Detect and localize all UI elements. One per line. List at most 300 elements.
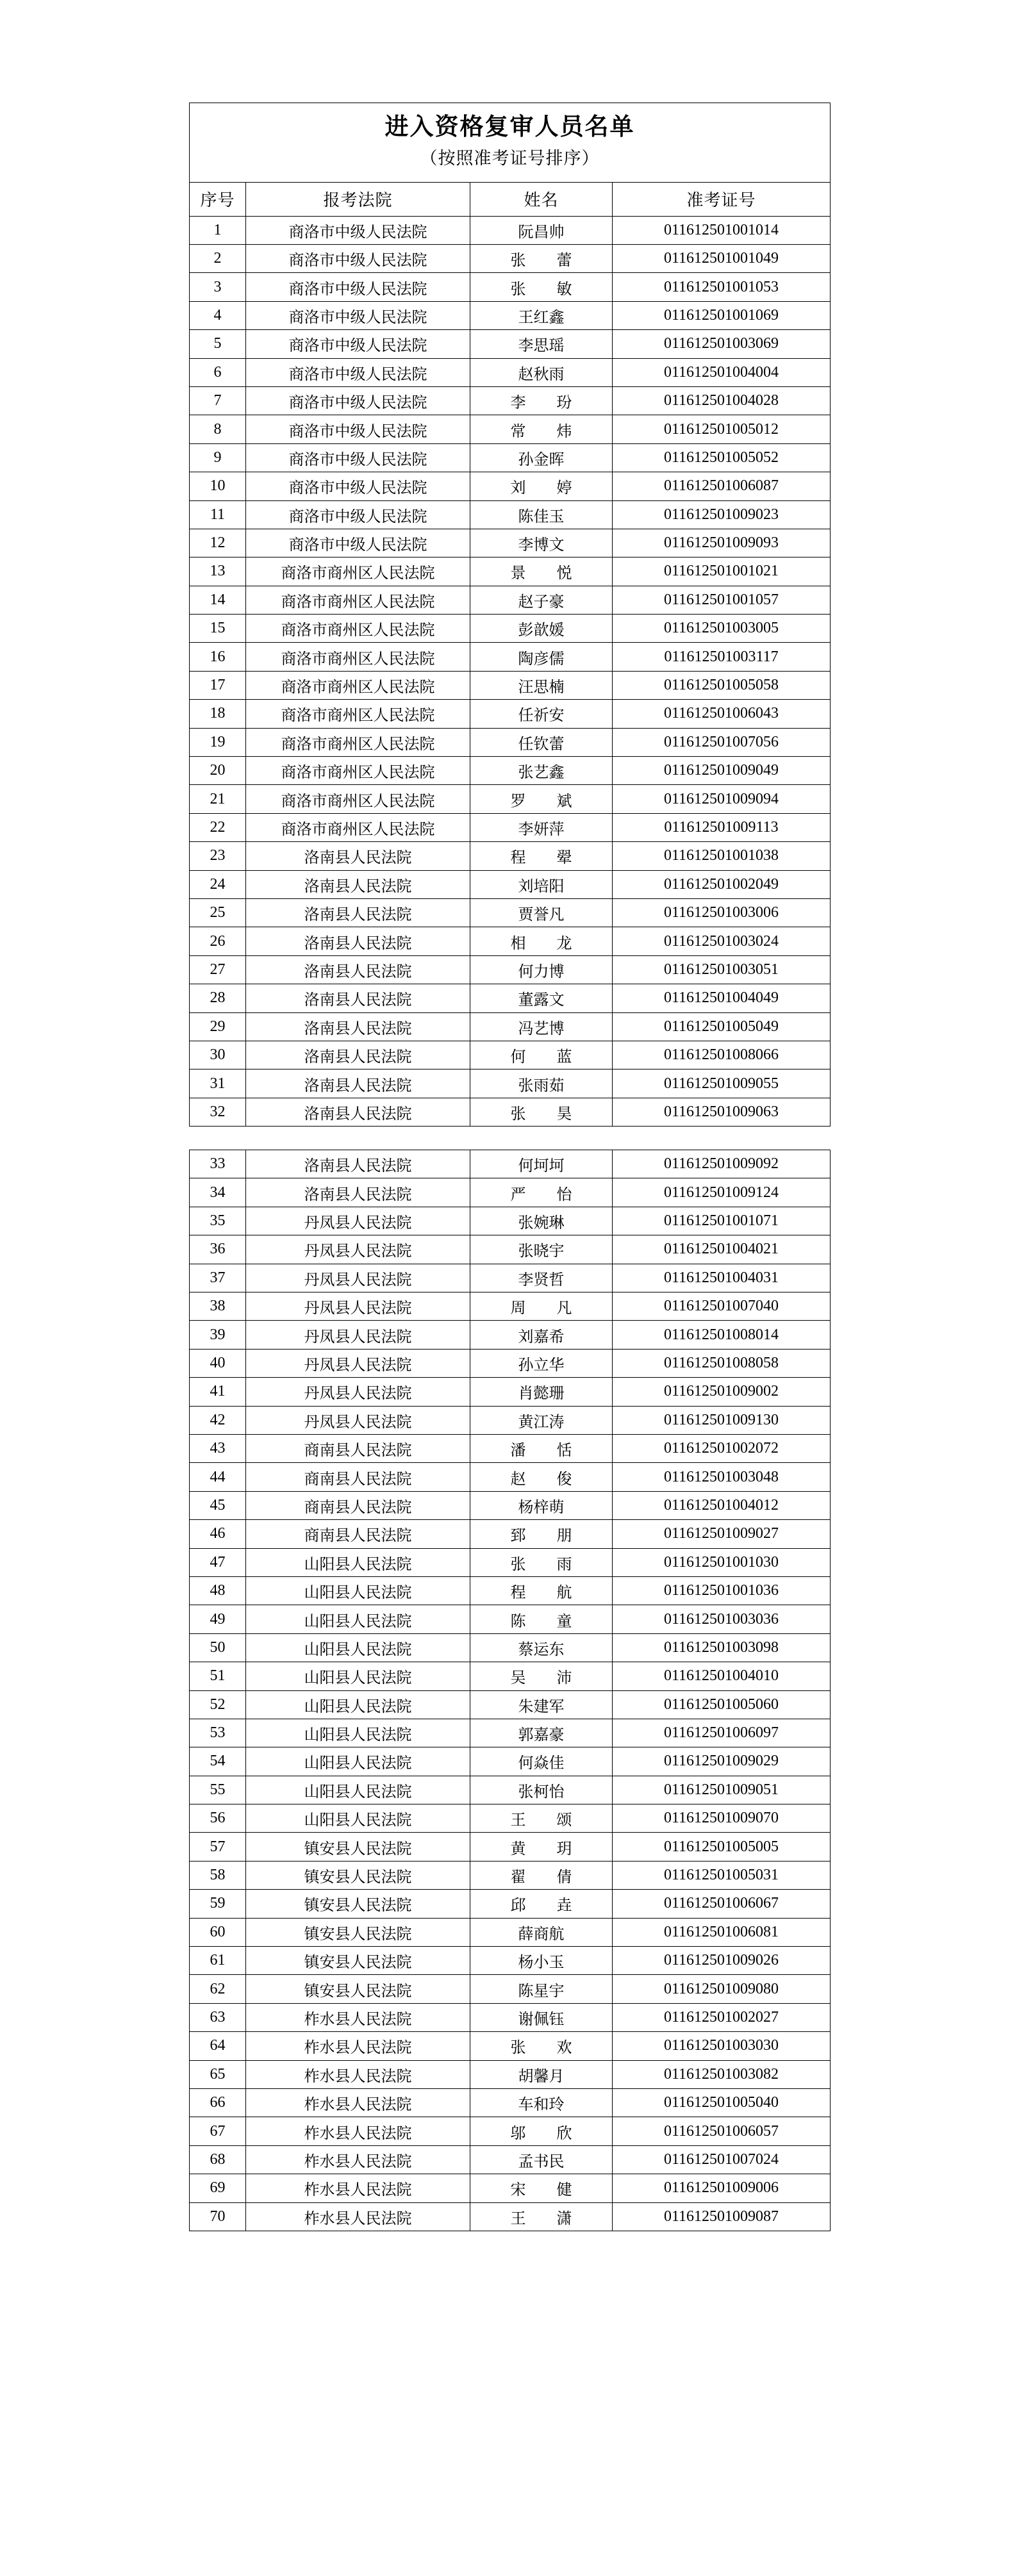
cell-court: 商洛市中级人民法院 [246,386,470,415]
cell-name: 张雨茹 [470,1069,613,1098]
cell-code: 011612501004004 [613,358,831,386]
cell-name: 谢佩钰 [470,2003,613,2031]
cell-court: 丹凤县人民法院 [246,1207,470,1235]
cell-court: 镇安县人民法院 [246,1947,470,1975]
table-row [190,216,831,244]
cell-court: 商洛市商州区人民法院 [246,785,470,813]
table-row [190,2088,831,2117]
table-row [190,2032,831,2060]
cell-index: 20 [190,757,246,785]
cell-code: 011612501005060 [613,1690,831,1719]
column-header-index: 序号 [190,182,246,216]
cell-name: 陶彦儒 [470,643,613,671]
cell-index: 38 [190,1292,246,1321]
cell-index: 42 [190,1406,246,1434]
cell-code: 011612501006067 [613,1890,831,1918]
table-row [190,671,831,699]
cell-court: 柞水县人民法院 [246,2174,470,2202]
cell-code: 011612501003036 [613,1605,831,1633]
cell-index: 17 [190,671,246,699]
cell-code: 011612501003006 [613,898,831,927]
table-row [190,1776,831,1804]
cell-court: 镇安县人民法院 [246,1918,470,1946]
cell-court: 洛南县人民法院 [246,1178,470,1207]
cell-name: 郅 朋 [470,1520,613,1548]
cell-name: 张 雨 [470,1548,613,1576]
cell-name: 何坷坷 [470,1150,613,1178]
cell-court: 山阳县人民法院 [246,1548,470,1576]
table-row [190,1463,831,1491]
cell-code: 011612501003098 [613,1633,831,1662]
cell-court: 镇安县人民法院 [246,1833,470,1861]
cell-index: 43 [190,1435,246,1463]
cell-name: 杨梓萌 [470,1491,613,1519]
cell-court: 商南县人民法院 [246,1520,470,1548]
table-row [190,1264,831,1292]
cell-index: 51 [190,1662,246,1690]
cell-index: 49 [190,1605,246,1633]
cell-name: 相 龙 [470,927,613,955]
cell-code: 011612501004012 [613,1491,831,1519]
cell-code: 011612501001021 [613,557,831,586]
cell-name: 薛商航 [470,1918,613,1946]
table-row [190,472,831,500]
cell-index: 41 [190,1378,246,1406]
cell-court: 洛南县人民法院 [246,984,470,1012]
table-row [190,1150,831,1178]
table-row [190,1719,831,1747]
table-row [190,1378,831,1406]
cell-index: 4 [190,301,246,329]
cell-court: 商洛市中级人民法院 [246,500,470,529]
cell-name: 刘 婷 [470,472,613,500]
cell-index: 68 [190,2145,246,2174]
cell-court: 山阳县人民法院 [246,1662,470,1690]
cell-code: 011612501009113 [613,813,831,841]
cell-index: 61 [190,1947,246,1975]
cell-name: 陈佳玉 [470,500,613,529]
table-row [190,898,831,927]
cell-name: 赵秋雨 [470,358,613,386]
roster-table-part-1 [189,103,831,1127]
cell-index: 15 [190,615,246,643]
cell-name: 车和玲 [470,2088,613,2117]
cell-name: 周 凡 [470,1292,613,1321]
cell-index: 64 [190,2032,246,2060]
cell-name: 冯艺博 [470,1012,613,1041]
cell-code: 011612501004010 [613,1662,831,1690]
cell-court: 镇安县人民法院 [246,1975,470,2003]
cell-code: 011612501001049 [613,244,831,272]
cell-code: 011612501009094 [613,785,831,813]
table-row [190,244,831,272]
column-header-name: 姓名 [470,182,613,216]
cell-code: 011612501003048 [613,1463,831,1491]
cell-name: 潘 恬 [470,1435,613,1463]
cell-court: 丹凤县人民法院 [246,1292,470,1321]
cell-name: 郭嘉豪 [470,1719,613,1747]
cell-name: 宋 健 [470,2174,613,2202]
cell-index: 21 [190,785,246,813]
cell-index: 37 [190,1264,246,1292]
cell-code: 011612501006097 [613,1719,831,1747]
cell-name: 陈 童 [470,1605,613,1633]
table-row [190,1098,831,1126]
cell-name: 邱 垚 [470,1890,613,1918]
cell-index: 47 [190,1548,246,1576]
cell-index: 1 [190,216,246,244]
cell-court: 商南县人民法院 [246,1435,470,1463]
table-row [190,1548,831,1576]
table-row [190,500,831,529]
cell-code: 011612501009026 [613,1947,831,1975]
cell-name: 张 蕾 [470,244,613,272]
cell-index: 52 [190,1690,246,1719]
cell-code: 011612501009002 [613,1378,831,1406]
table-row [190,273,831,301]
cell-name: 张 欢 [470,2032,613,2060]
cell-index: 25 [190,898,246,927]
cell-court: 镇安县人民法院 [246,1890,470,1918]
cell-code: 011612501009093 [613,529,831,557]
cell-code: 011612501008066 [613,1041,831,1069]
cell-court: 商洛市商州区人民法院 [246,813,470,841]
cell-index: 39 [190,1321,246,1349]
cell-index: 3 [190,273,246,301]
cell-index: 65 [190,2060,246,2088]
table-row [190,1435,831,1463]
cell-court: 山阳县人民法院 [246,1804,470,1833]
cell-code: 011612501009049 [613,757,831,785]
table-row [190,1975,831,2003]
cell-index: 26 [190,927,246,955]
cell-court: 洛南县人民法院 [246,927,470,955]
cell-name: 陈星宇 [470,1975,613,2003]
cell-index: 67 [190,2117,246,2145]
cell-index: 35 [190,1207,246,1235]
table-row [190,813,831,841]
cell-name: 何焱佳 [470,1747,613,1776]
table-row [190,443,831,472]
table-row [190,557,831,586]
cell-court: 柞水县人民法院 [246,2060,470,2088]
cell-court: 商洛市中级人民法院 [246,273,470,301]
cell-name: 张柯怡 [470,1776,613,1804]
cell-code: 011612501001057 [613,586,831,614]
cell-code: 011612501003051 [613,955,831,984]
cell-name: 王 颂 [470,1804,613,1833]
cell-index: 33 [190,1150,246,1178]
table-row [190,358,831,386]
cell-name: 任祈安 [470,700,613,728]
cell-code: 011612501005052 [613,443,831,472]
cell-index: 18 [190,700,246,728]
cell-name: 黄 玥 [470,1833,613,1861]
table-row [190,301,831,329]
cell-name: 王红鑫 [470,301,613,329]
cell-court: 山阳县人民法院 [246,1576,470,1605]
table-row [190,1576,831,1605]
cell-name: 赵子豪 [470,586,613,614]
cell-index: 9 [190,443,246,472]
table-row [190,415,831,443]
cell-code: 011612501006087 [613,472,831,500]
cell-code: 011612501009080 [613,1975,831,2003]
table-row [190,1321,831,1349]
cell-court: 镇安县人民法院 [246,1861,470,1889]
cell-name: 刘嘉希 [470,1321,613,1349]
cell-court: 商洛市中级人民法院 [246,216,470,244]
cell-court: 洛南县人民法院 [246,1069,470,1098]
cell-code: 011612501009063 [613,1098,831,1126]
cell-name: 张 昊 [470,1098,613,1126]
table-row [190,842,831,870]
cell-index: 5 [190,330,246,358]
cell-index: 55 [190,1776,246,1804]
cell-code: 011612501004031 [613,1264,831,1292]
cell-code: 011612501009124 [613,1178,831,1207]
table-row [190,2117,831,2145]
table-row [190,2145,831,2174]
table-row [190,1947,831,1975]
table-row [190,757,831,785]
cell-code: 011612501009055 [613,1069,831,1098]
cell-court: 柞水县人民法院 [246,2088,470,2117]
cell-index: 2 [190,244,246,272]
cell-court: 商洛市商州区人民法院 [246,643,470,671]
cell-code: 011612501009051 [613,1776,831,1804]
cell-code: 011612501007040 [613,1292,831,1321]
cell-court: 柞水县人民法院 [246,2145,470,2174]
cell-code: 011612501001014 [613,216,831,244]
cell-code: 011612501008058 [613,1349,831,1377]
cell-code: 011612501004049 [613,984,831,1012]
cell-code: 011612501007056 [613,728,831,756]
cell-court: 山阳县人民法院 [246,1690,470,1719]
table-row [190,1890,831,1918]
cell-court: 山阳县人民法院 [246,1719,470,1747]
cell-code: 011612501001053 [613,273,831,301]
cell-court: 山阳县人民法院 [246,1747,470,1776]
cell-court: 商洛市中级人民法院 [246,330,470,358]
cell-court: 丹凤县人民法院 [246,1321,470,1349]
cell-index: 19 [190,728,246,756]
table-row [190,330,831,358]
cell-court: 商洛市中级人民法院 [246,415,470,443]
cell-index: 36 [190,1235,246,1264]
table-row [190,955,831,984]
cell-code: 011612501001071 [613,1207,831,1235]
cell-court: 商洛市商州区人民法院 [246,557,470,586]
cell-code: 011612501009087 [613,2202,831,2231]
cell-index: 60 [190,1918,246,1946]
cell-name: 张艺鑫 [470,757,613,785]
cell-code: 011612501009023 [613,500,831,529]
column-header-court: 报考法院 [246,182,470,216]
cell-court: 洛南县人民法院 [246,1098,470,1126]
cell-name: 何力博 [470,955,613,984]
table-row [190,1520,831,1548]
cell-name: 孙立华 [470,1349,613,1377]
cell-court: 洛南县人民法院 [246,870,470,898]
cell-court: 山阳县人民法院 [246,1633,470,1662]
cell-code: 011612501003024 [613,927,831,955]
table-row [190,1605,831,1633]
cell-court: 丹凤县人民法院 [246,1349,470,1377]
table-row [190,1804,831,1833]
cell-index: 10 [190,472,246,500]
cell-index: 14 [190,586,246,614]
cell-code: 011612501006057 [613,2117,831,2145]
cell-name: 胡馨月 [470,2060,613,2088]
cell-code: 011612501006043 [613,700,831,728]
cell-index: 62 [190,1975,246,2003]
table-row [190,529,831,557]
cell-code: 011612501009130 [613,1406,831,1434]
cell-court: 商洛市商州区人民法院 [246,757,470,785]
cell-name: 常 炜 [470,415,613,443]
cell-name: 阮昌帅 [470,216,613,244]
cell-code: 011612501005012 [613,415,831,443]
cell-name: 严 怡 [470,1178,613,1207]
cell-name: 贾誉凡 [470,898,613,927]
cell-code: 011612501001030 [613,1548,831,1576]
cell-index: 70 [190,2202,246,2231]
cell-index: 53 [190,1719,246,1747]
cell-index: 28 [190,984,246,1012]
table-row [190,1235,831,1264]
cell-index: 63 [190,2003,246,2031]
table-row [190,1861,831,1889]
cell-court: 丹凤县人民法院 [246,1264,470,1292]
cell-name: 张 敏 [470,273,613,301]
cell-code: 011612501009027 [613,1520,831,1548]
cell-code: 011612501004028 [613,386,831,415]
cell-name: 刘培阳 [470,870,613,898]
cell-name: 孟书民 [470,2145,613,2174]
cell-code: 011612501009006 [613,2174,831,2202]
cell-court: 洛南县人民法院 [246,1012,470,1041]
cell-name: 王 潇 [470,2202,613,2231]
cell-code: 011612501005049 [613,1012,831,1041]
cell-index: 7 [190,386,246,415]
roster-table-part-2 [189,1150,831,2231]
cell-index: 27 [190,955,246,984]
table-header-row [190,182,831,216]
table-row [190,2003,831,2031]
cell-court: 商洛市商州区人民法院 [246,615,470,643]
cell-index: 32 [190,1098,246,1126]
cell-name: 李思瑶 [470,330,613,358]
cell-court: 商洛市中级人民法院 [246,358,470,386]
table-row [190,1633,831,1662]
cell-name: 朱建军 [470,1690,613,1719]
cell-index: 11 [190,500,246,529]
table-row [190,2202,831,2231]
cell-code: 011612501003005 [613,615,831,643]
table-row [190,870,831,898]
title-row [190,103,831,183]
cell-name: 张晓宇 [470,1235,613,1264]
table-row [190,1662,831,1690]
cell-court: 商洛市中级人民法院 [246,529,470,557]
cell-name: 张婉琳 [470,1207,613,1235]
cell-index: 50 [190,1633,246,1662]
cell-code: 011612501003069 [613,330,831,358]
cell-code: 011612501002049 [613,870,831,898]
cell-code: 011612501004021 [613,1235,831,1264]
cell-index: 31 [190,1069,246,1098]
cell-court: 商南县人民法院 [246,1491,470,1519]
cell-court: 商洛市商州区人民法院 [246,728,470,756]
cell-court: 丹凤县人民法院 [246,1406,470,1434]
roster-rows-part-2 [190,1150,831,2231]
table-row [190,1491,831,1519]
cell-name: 杨小玉 [470,1947,613,1975]
cell-code: 011612501007024 [613,2145,831,2174]
cell-court: 商洛市中级人民法院 [246,301,470,329]
cell-index: 6 [190,358,246,386]
table-row [190,1833,831,1861]
cell-court: 商洛市中级人民法院 [246,472,470,500]
table-row [190,2174,831,2202]
column-header-code: 准考证号 [613,182,831,216]
table-row [190,1041,831,1069]
cell-name: 赵 俊 [470,1463,613,1491]
cell-name: 程 翚 [470,842,613,870]
cell-court: 商南县人民法院 [246,1463,470,1491]
table-row [190,984,831,1012]
cell-index: 13 [190,557,246,586]
cell-index: 56 [190,1804,246,1833]
cell-name: 黄江涛 [470,1406,613,1434]
cell-index: 23 [190,842,246,870]
cell-index: 46 [190,1520,246,1548]
table-row [190,1406,831,1434]
cell-name: 翟 倩 [470,1861,613,1889]
cell-code: 011612501001069 [613,301,831,329]
document-body [189,103,830,2231]
cell-code: 011612501009070 [613,1804,831,1833]
cell-index: 54 [190,1747,246,1776]
table-row [190,1012,831,1041]
table-row [190,785,831,813]
cell-court: 商洛市中级人民法院 [246,244,470,272]
cell-code: 011612501005040 [613,2088,831,2117]
table-row [190,728,831,756]
cell-code: 011612501005058 [613,671,831,699]
cell-name: 程 航 [470,1576,613,1605]
cell-code: 011612501002072 [613,1435,831,1463]
table-row [190,1069,831,1098]
table-row [190,927,831,955]
cell-index: 40 [190,1349,246,1377]
cell-name: 肖懿珊 [470,1378,613,1406]
cell-index: 69 [190,2174,246,2202]
table-row [190,1349,831,1377]
cell-index: 34 [190,1178,246,1207]
cell-name: 彭歆媛 [470,615,613,643]
cell-name: 邬 欣 [470,2117,613,2145]
cell-name: 李妍萍 [470,813,613,841]
table-row [190,1292,831,1321]
cell-index: 48 [190,1576,246,1605]
table-title-cell [190,103,831,183]
cell-index: 58 [190,1861,246,1889]
cell-index: 66 [190,2088,246,2117]
cell-court: 洛南县人民法院 [246,842,470,870]
cell-court: 商洛市中级人民法院 [246,443,470,472]
